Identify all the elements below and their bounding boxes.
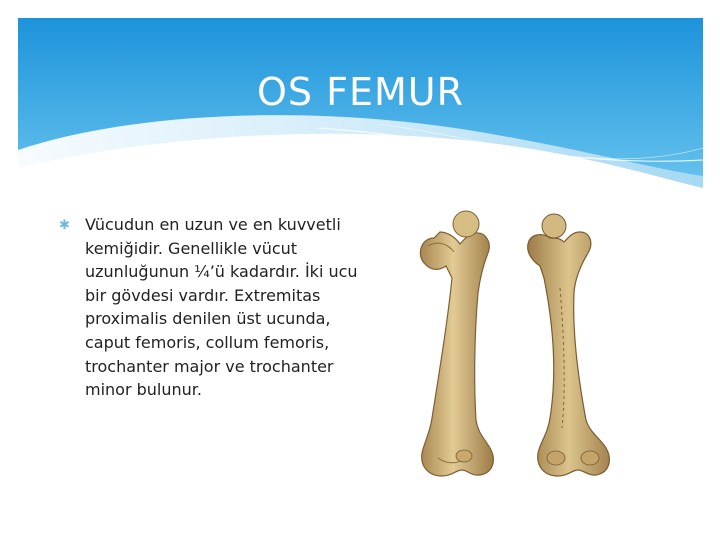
body-text-block [60, 213, 360, 402]
femur-posterior [528, 214, 610, 476]
body-paragraph: Vücudun en uzun ve en kuvvetli kemiğidir. Genellikle vücut uzunluğunun ¼’ü kadardır. İki ucu bir gövdesi vardır. Extremitas proximalis denilen üst ucunda, caput femoris, collum femoris, trochanter major ve trochanter minor bulunur. [85, 215, 358, 400]
femur-bones-illustration [402, 208, 642, 483]
asterisk-bullet-icon: ✱ [59, 217, 70, 232]
slide-title: OS FEMUR [257, 70, 464, 114]
title-banner [18, 18, 703, 198]
femur-anterior [420, 211, 493, 476]
